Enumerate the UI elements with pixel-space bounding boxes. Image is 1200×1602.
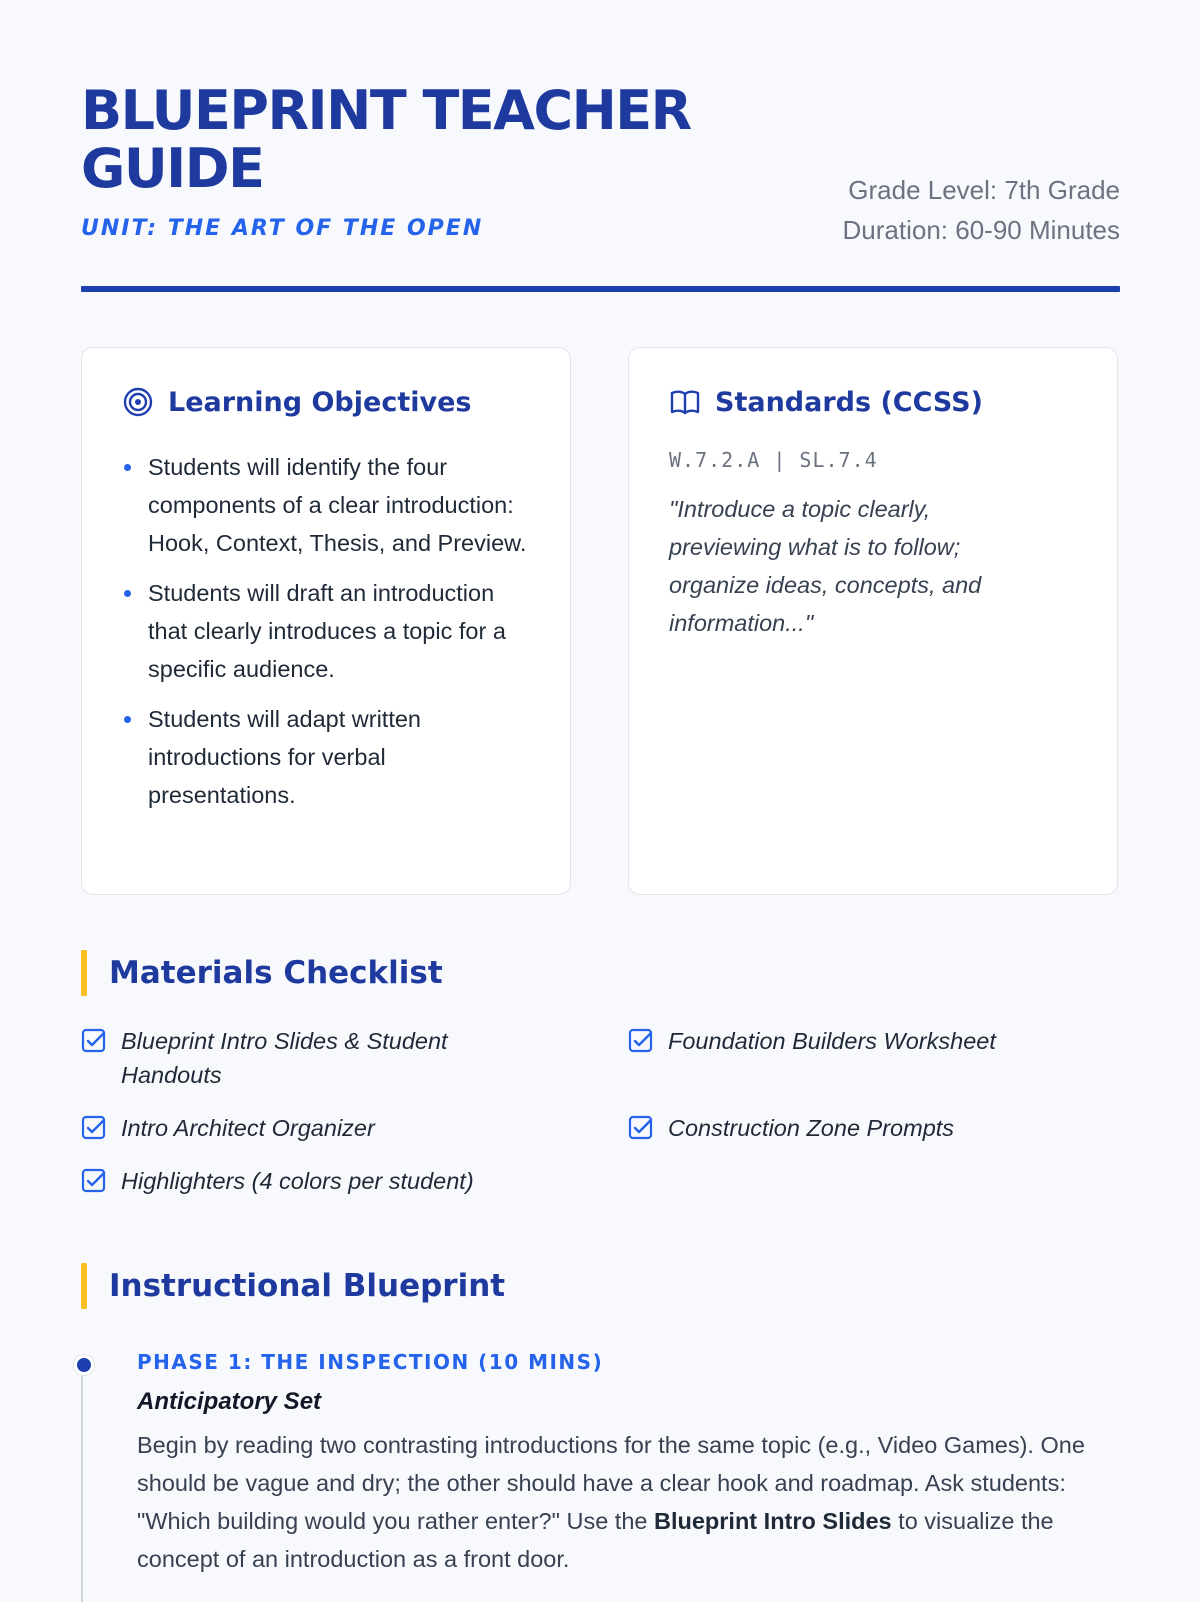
checkbox-checked-icon bbox=[81, 1115, 107, 1146]
material-label: Blueprint Intro Slides & Student Handouts bbox=[121, 1028, 448, 1088]
list-item bbox=[81, 1111, 561, 1146]
material-label: Construction Zone Prompts bbox=[668, 1115, 955, 1141]
guide-header bbox=[81, 0, 1120, 295]
material-label: Foundation Builders Worksheet bbox=[668, 1028, 996, 1054]
standards-quote: "Introduce a topic clearly, previewing what is to follow; organize ideas, concepts, and information..." bbox=[669, 496, 982, 636]
timeline-dot bbox=[74, 1355, 94, 1375]
timeline-line bbox=[81, 1362, 83, 1602]
checkbox-checked-icon bbox=[81, 1028, 107, 1059]
guide-meta bbox=[843, 170, 1120, 250]
phase-text: to visualize the concept of an introduction as a front door. bbox=[137, 1508, 1054, 1572]
materials-title: Materials Checklist bbox=[109, 955, 443, 991]
material-label: Intro Architect Organizer bbox=[121, 1115, 375, 1141]
duration: Duration: 60-90 Minutes bbox=[842, 215, 1120, 245]
instructional-title: Instructional Blueprint bbox=[109, 1268, 506, 1304]
phase-description bbox=[137, 1426, 1117, 1578]
objectives-title: Learning Objectives bbox=[168, 386, 472, 418]
standards-codes: W.7.2.A | SL.7.4 bbox=[669, 448, 878, 472]
checkbox-checked-icon bbox=[628, 1115, 654, 1146]
list-item bbox=[81, 1024, 501, 1092]
list-item: Students will adapt written introductions for verbal presentations. bbox=[122, 700, 532, 814]
list-item: Students will identify the four components of a clear introduction: Hook, Context, Thesis, and Preview. bbox=[122, 448, 532, 562]
open-book-icon bbox=[669, 386, 701, 418]
phase-emphasis: Blueprint Intro Slides bbox=[654, 1508, 892, 1534]
checkbox-checked-icon bbox=[81, 1168, 107, 1199]
instructional-heading bbox=[81, 1263, 505, 1309]
phase-title: Anticipatory Set bbox=[137, 1388, 322, 1415]
material-label: Highlighters (4 colors per student) bbox=[121, 1168, 474, 1194]
phase-label: PHASE 1: THE INSPECTION (10 MINS) bbox=[137, 1350, 604, 1374]
materials-heading bbox=[81, 950, 443, 996]
unit-subtitle: UNIT: THE ART OF THE OPEN bbox=[81, 216, 484, 241]
page-title: BLUEPRINT TEACHER GUIDE bbox=[81, 79, 691, 200]
objectives-list bbox=[122, 448, 532, 826]
section-accent-bar bbox=[81, 1263, 87, 1309]
list-item bbox=[628, 1024, 1108, 1059]
list-item: Students will draft an introduction that clearly introduces a topic for a specific audience. bbox=[122, 574, 532, 688]
list-item bbox=[81, 1164, 601, 1199]
standards-header bbox=[669, 386, 983, 418]
list-item bbox=[628, 1111, 1108, 1146]
teacher-guide-page bbox=[81, 0, 1120, 1572]
objectives-header bbox=[122, 386, 471, 418]
phase-text: Begin by reading two contrasting introductions for the same topic (e.g., Video Games). One should be vague and dry; the other should have a clear hook and roadmap. Ask students: "Which building would you rather enter?" Use the bbox=[137, 1432, 1085, 1534]
checkbox-checked-icon bbox=[628, 1028, 654, 1059]
grade-level: Grade Level: 7th Grade bbox=[848, 175, 1120, 205]
standards-title: Standards (CCSS) bbox=[715, 386, 983, 418]
header-divider bbox=[81, 286, 1120, 292]
learning-objectives-card bbox=[81, 347, 571, 895]
target-icon bbox=[122, 386, 154, 418]
section-accent-bar bbox=[81, 950, 87, 996]
standards-card bbox=[628, 347, 1118, 895]
